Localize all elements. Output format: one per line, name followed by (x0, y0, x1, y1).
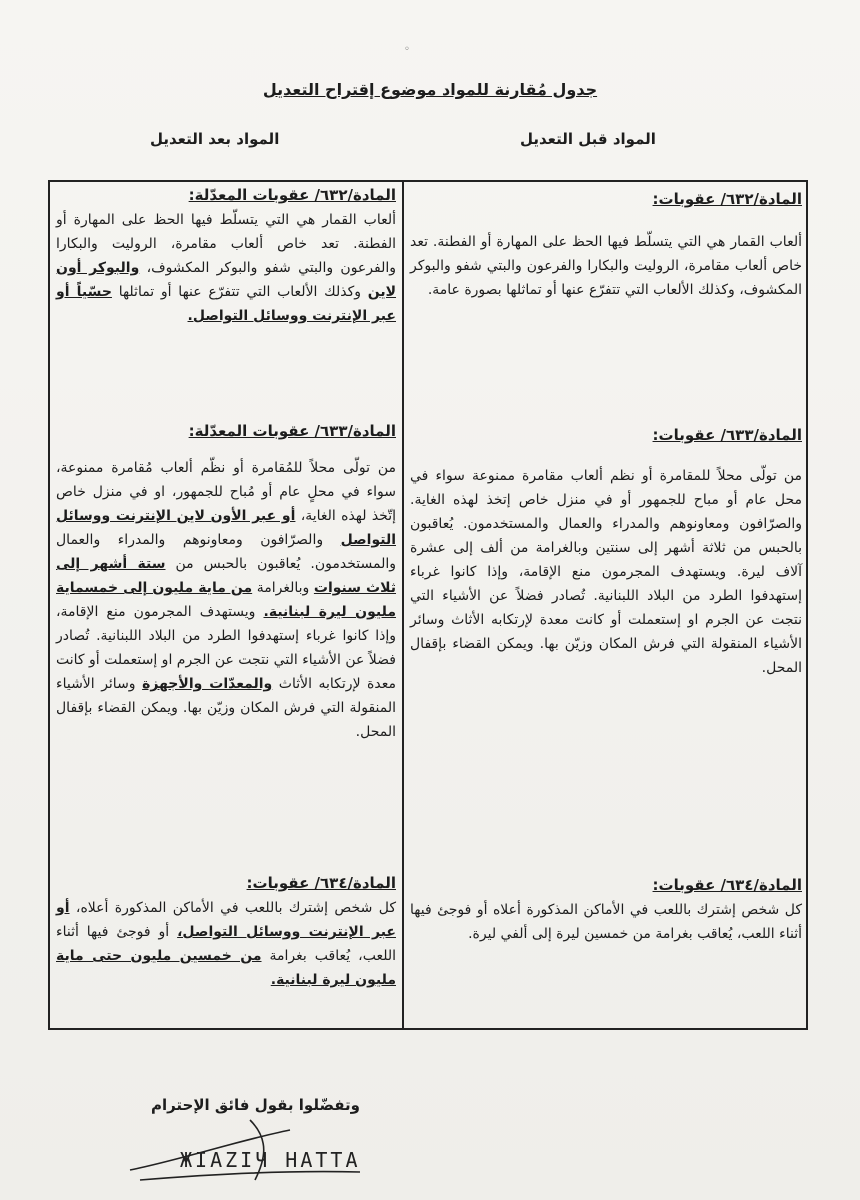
column-header-before: المواد قبل التعديل (520, 130, 656, 148)
article-634-after (56, 874, 396, 992)
article-634-after-heading: المادة/٦٣٤/ عقوبات: (246, 874, 396, 892)
article-633-after-heading: المادة/٦٣٣/ عقوبات المعدّلة: (188, 422, 396, 440)
article-633-before (410, 426, 802, 680)
article-632-after-heading: المادة/٦٣٢/ عقوبات المعدّلة: (188, 186, 396, 204)
closing-salutation: وتفضّلوا بقول فائق الإحترام (150, 1096, 360, 1114)
article-633-before-text: من تولّى محلاً للمقامرة أو نظم ألعاب مقامرة ممنوعة سواء في محل عام أو مباح للجمهور أو في منزل خاص إتخذ لهذه الغاية. والصرّافون ومعاونوهم والمدراء والعمال والمستخدمون. يُعاقبون بالحبس من ثلاثة أشهر إلى سنتين وبالغرامة من ألف إلى عشرة آلاف ليرة. ويستهدف المجرمون منع الإقامة، وإذا كانوا غرباء إستهدفوا الطرد من البلاد اللبنانية. تُصادر فضلاً عن الأشياء التي نتجت عن الجرم او إستعملت أو كانت معدة لإرتكابه الأثاث وسائر الأشياء المنقولة التي فرش المكان وزيّن بها. ويمكن القضاء بإقفال المحل. (410, 468, 802, 676)
signature-name: ЖIAZIЧ HATTA (180, 1148, 361, 1172)
article-633-after-text: من تولّى محلاً للمُقامرة أو نظّم ألعاب مُقامرة ممنوعة، سواء في محلٍ عام أو مُباح للجمهور، او في منزل خاص إتّخذ لهذه الغاية، أو عبر الأون لاين الإنترنت ووسائل التواصل والصرّافون ومعاونوهم والمدراء والعمال والمستخدمون. يُعاقبون بالحبس من ستة أشهر إلى ثلاث سنوات وبالغرامة من ماية مليون إلى خمسماية مليون ليرة لبنانية. ويستهدف المجرمون منع الإقامة، وإذا كانوا غرباء إستهدفوا الطرد من البلاد اللبنانية. تُصادر فضلاً عن الأشياء التي نتجت عن الجرم او إستعملت أو كانت معدة لإرتكابه الأثاث والمعدّات والأجهزة وسائر الأشياء المنقولة التي فرش المكان وزيّن بها. ويمكن القضاء بإقفال المحل. (56, 460, 397, 740)
article-632-before (410, 190, 802, 302)
article-632-before-text: ألعاب القمار هي التي يتسلّط فيها الحظ على المهارة أو الفطنة. تعد خاص ألعاب مقامرة، الروليت والبكارا والفرعون والبتي شفو والبوكر المكشوف، وكذلك الألعاب التي تتفرّع عنها أو تماثلها بصورة عامة. (410, 234, 802, 298)
signature-scribble (120, 1100, 380, 1190)
article-632-after (56, 186, 396, 328)
article-634-after-text: كل شخص إشترك باللعب في الأماكن المذكورة أعلاه، أو عبر الإنترنت ووسائل التواصل، أو فوجئ فيها أثناء اللعب، يُعاقب بغرامة من خمسين مليون حتى ماية مليون ليرة لبنانية. (56, 900, 396, 988)
column-divider (402, 182, 404, 1028)
page-mark: ◦ (404, 44, 410, 55)
article-634-before-heading: المادة/٦٣٤/ عقوبات: (652, 876, 802, 894)
article-633-after (56, 422, 396, 744)
article-632-before-heading: المادة/٦٣٢/ عقوبات: (652, 190, 802, 208)
article-633-before-heading: المادة/٦٣٣/ عقوبات: (652, 426, 802, 444)
comparison-table (48, 180, 808, 1030)
article-634-before (410, 876, 802, 946)
column-header-after: المواد بعد التعديل (150, 130, 280, 148)
article-632-after-text: ألعاب القمار هي التي يتسلّط فيها الحظ على المهارة أو الفطنة. تعد خاص ألعاب مقامرة، الروليت والبكارا والفرعون والبتي شفو والبوكر المكشوف، والبوكر أون لاين وكذلك الألعاب التي تتفرّع عنها أو تماثلها حسّياً أو عبر الإنترنت ووسائل التواصل. (56, 212, 397, 324)
document-title: جدول مُقارنة للمواد موضوع إقتراح التعديل (262, 80, 598, 99)
article-634-before-text: كل شخص إشترك باللعب في الأماكن المذكورة أعلاه أو فوجئ فيها أثناء اللعب، يُعاقب بغرامة من خمسين ليرة إلى ألفي ليرة. (410, 902, 802, 942)
